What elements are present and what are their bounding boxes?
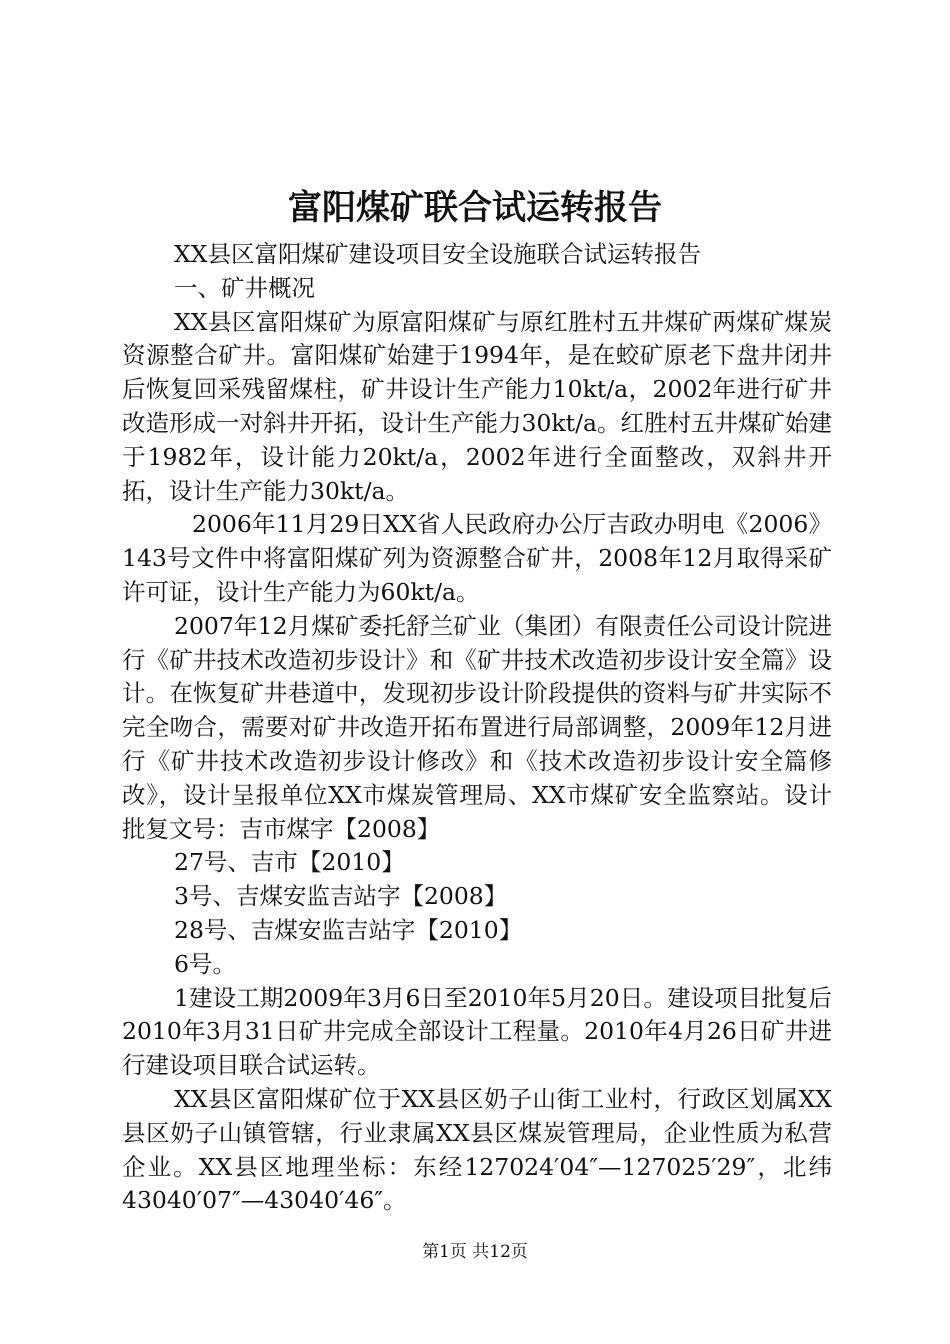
report-subtitle: XX县区富阳煤矿建设项目安全设施联合试运转报告 bbox=[174, 240, 701, 268]
paragraph: 2007年12月煤矿委托舒兰矿业（集团）有限责任公司设计院进行《矿井技术改造初步设计》和《矿井技术改造初步设计安全篇》设计。在恢复矿井巷道中，发现初步设计阶段提供的资料与矿井实际不完全吻合，需要对矿井改造开拓布置进行局部调整，2009年12月进行《矿井技术改造初步设计修改》和《技术改造初步设计安全篇修改》，设计呈报单位XX市煤炭管理局、XX市煤矿安全监察站。设计批复文号：吉市煤字【2008】 bbox=[122, 611, 832, 843]
section-heading: 一、矿井概况 bbox=[174, 273, 315, 302]
paragraph: 2006年11月29日XX省人民政府办公厅吉政办明电《2006》143号文件中将富阳煤矿列为资源整合矿井，2008年12月取得采矿许可证，设计生产能力为60kt/a。 bbox=[122, 510, 832, 606]
paragraph: XX县区富阳煤矿为原富阳煤矿与原红胜村五井煤矿两煤矿煤炭资源整合矿井。富阳煤矿始建于1994年，是在蛟矿原老下盘井闭井后恢复回采残留煤柱，矿井设计生产能力10kt/a，2002年进行矿井改造形成一对斜井开拓，设计生产能力30kt/a。红胜村五井煤矿始建于1982年，设计能力20kt/a，2002年进行全面整改，双斜井开拓，设计生产能力30kt/a。 bbox=[122, 307, 833, 505]
paragraph: 28号、吉煤安监吉站字【2010】 bbox=[174, 915, 523, 944]
paragraph: XX县区富阳煤矿位于XX县区奶子山街工业村，行政区划属XX县区奶子山镇管辖，行业隶属XX县区煤炭管理局，企业性质为私营企业。XX县区地理坐标：东经127024′04″—127025′29″，北纬43040′07″—43040′46″。 bbox=[122, 1084, 832, 1215]
paragraph: 3号、吉煤安监吉站字【2008】 bbox=[174, 882, 508, 911]
paragraph: 6号。 bbox=[174, 949, 236, 978]
paragraph: 27号、吉市【2010】 bbox=[174, 848, 405, 877]
paragraph: 1建设工期2009年3月6日至2010年5月20日。建设项目批复后2010年3月31日矿井完成全部设计工程量。2010年4月26日矿井进行建设项目联合试运转。 bbox=[122, 983, 832, 1080]
document-title: 富阳煤矿联合试运转报告 bbox=[288, 188, 662, 228]
document-body bbox=[122, 238, 832, 1218]
page-footer: 第1页 共12页 bbox=[422, 1242, 528, 1262]
